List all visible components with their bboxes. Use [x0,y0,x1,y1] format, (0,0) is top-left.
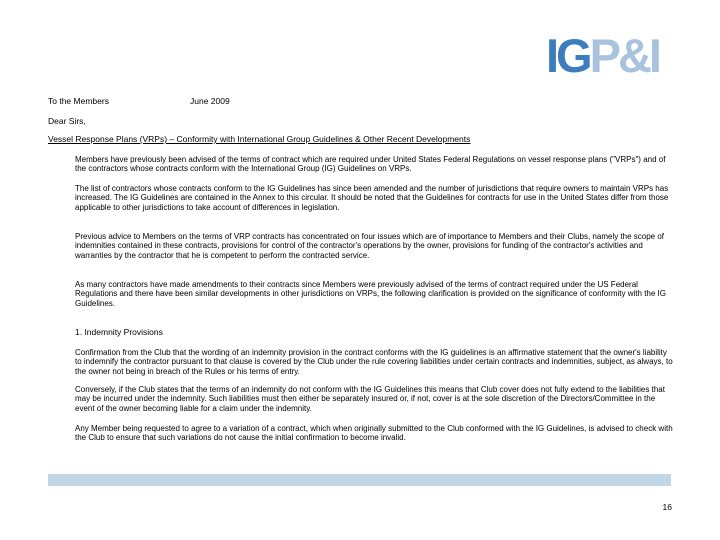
salutation: Dear Sirs, [48,116,86,126]
section-paragraph-2: Conversely, if the Club states that the terms of an indemnity do not conform with the IG Guidelines this means that Club cover does not fully extend to the liabilities that may be incurred under the indemnity. Such liabilities must then either be separately insured or, if not, cover is at the sole discretion of the Directors/Committee in the event of the owner becoming liable for a claim under the indemnity. [75,385,665,413]
page-number: 16 [662,502,672,512]
addressee: To the Members [48,96,109,106]
section-paragraph-3: Any Member being requested to agree to a variation of a contract, which when originally submitted to the Club conformed with the IG Guidelines, is advised to check with the Club to ensure that such variations do not cause the initial confirmation to become invalid. [75,424,673,443]
logo-ig: IG [546,29,590,82]
section-paragraph-1: Confirmation from the Club that the wording of an indemnity provision in the contract conforms with the IG guidelines is an affirmative statement that the owner's liability to indemnify the contractor pursuant to that clause is covered by the Club under the rule covering liabilities under certain contracts and indemnities, subject, as always, to the owner not being in breach of the Rules or his terms of entry. [75,348,673,376]
logo-pi: P&I [589,29,659,82]
paragraph-3: Previous advice to Members on the terms of VRP contracts has concentrated on four issues which are of importance to Members and their Clubs, namely the scope of indemnities contained in these contracts, provisions for control of the contractor's operations by the owner, provisions for funding of the contractor's activities and warranties by the contractor that he is competent to perform the contracted service. [75,232,665,260]
paragraph-4: As many contractors have made amendments to their contracts since Members were previously advised of the terms of contract required under the US Federal Regulations and there have been similar developments in other jurisdictions on VRPs, the following clarification is provided on the significance of conformity with the IG Guidelines. [75,280,666,308]
subject-line: Vessel Response Plans (VRPs) – Conformity with International Group Guidelines & Other Recent Developments [48,134,471,144]
date: June 2009 [190,96,230,106]
ig-pi-logo [546,29,659,82]
section-heading: 1. Indemnity Provisions [75,327,163,337]
paragraph-2: The list of contractors whose contracts conform to the IG Guidelines has since been amended and the number of jurisdictions that require owners to maintain VRPs has increased. The IG Guidelines are contained in the Annex to this circular. It should be noted that the Guidelines for contracts for use in the United States differ from those applicable to other jurisdictions to take account of differences in legislation. [75,184,669,212]
paragraph-1: Members have previously been advised of the terms of contract which are required under United States Federal Regulations on vessel response plans ("VRPs") and of the contractors whose contracts conform with the International Group (IG) Guidelines on VRPs. [75,155,666,174]
footer-bar [48,474,671,486]
